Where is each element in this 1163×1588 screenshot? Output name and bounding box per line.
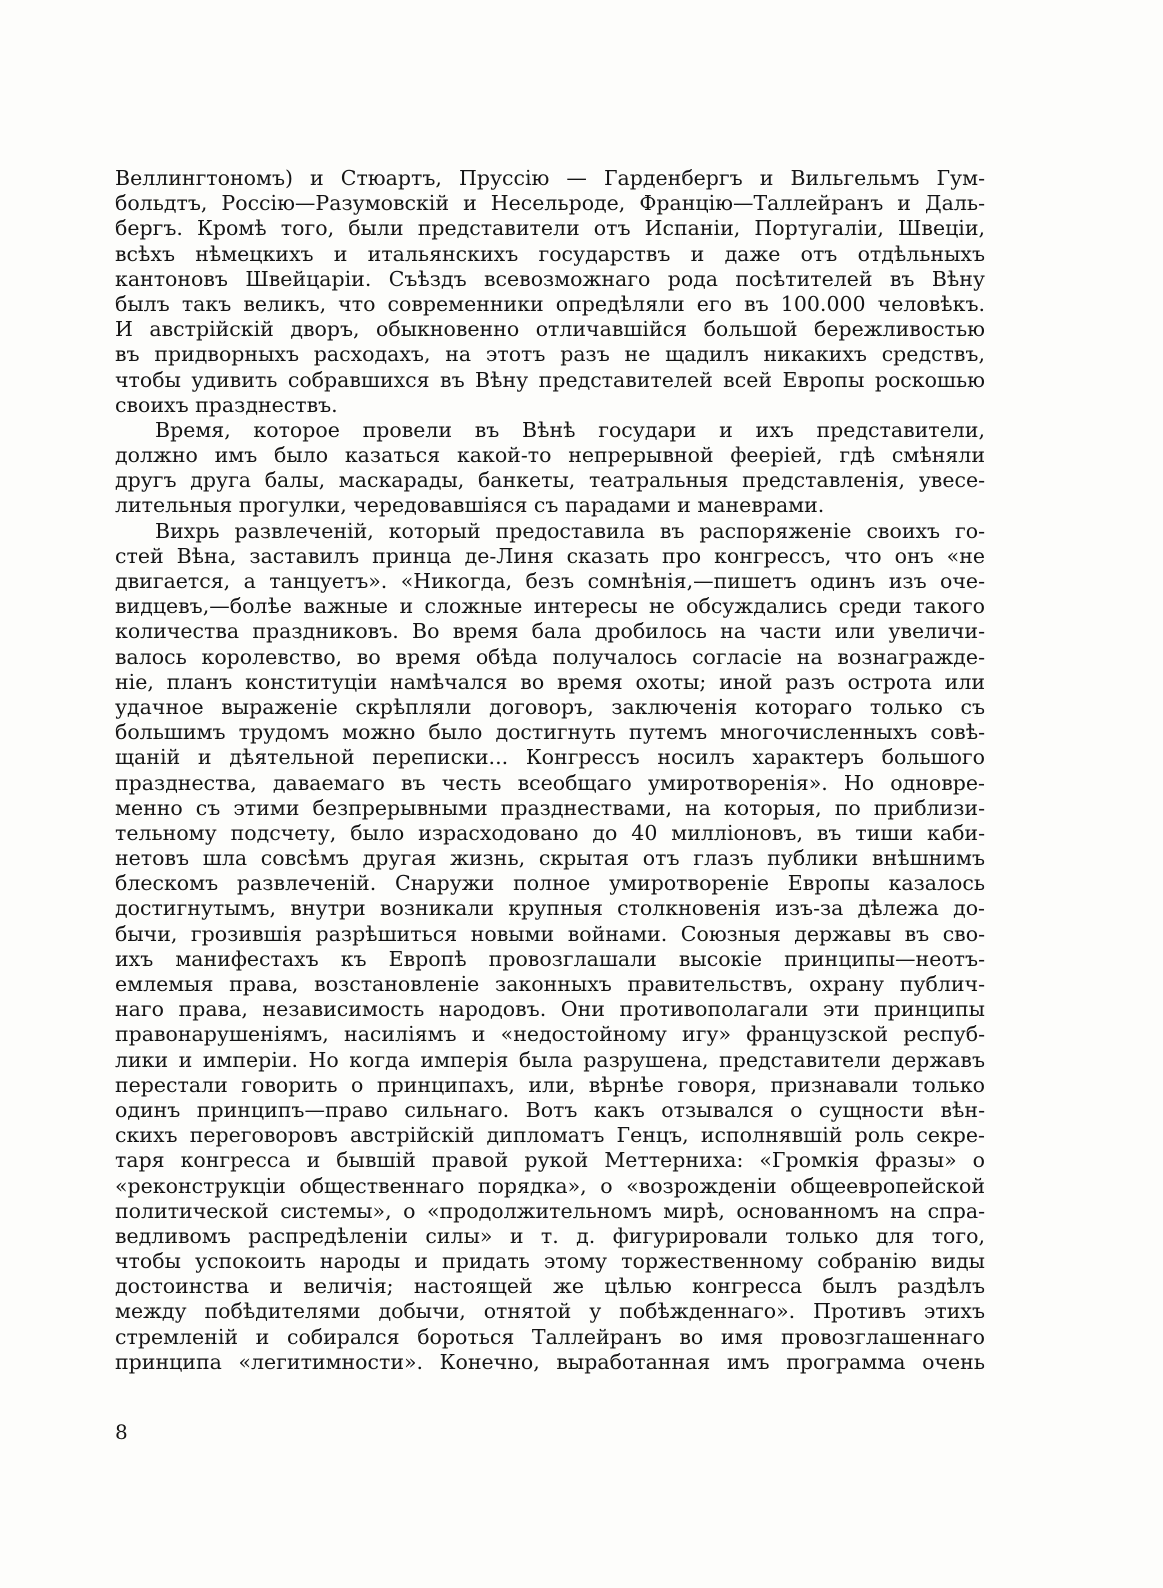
text-line: должно имъ было казаться какой-то непрерывной феерiей, гдѣ смѣняли bbox=[115, 443, 985, 468]
text-line: Время, которое провели въ Вѣнѣ государи и ихъ представители, bbox=[155, 417, 985, 442]
text-line: двигается, а танцуетъ». «Никогда, безъ сомнѣнія,—пишетъ одинъ изъ оче- bbox=[115, 569, 985, 593]
text-line: ихъ манифестахъ къ Европѣ провозглашали высокіе принципы—неотъ- bbox=[115, 946, 985, 971]
text-line: въ придворныхъ расходахъ, на этотъ разъ не щадилъ никакихъ средствъ, bbox=[115, 342, 985, 367]
text-line: «реконструкціи общественнаго порядка», о «возрожденіи общеевропейской bbox=[115, 1173, 985, 1198]
text-line: наго права, независимость народовъ. Они противополагали эти принципы bbox=[115, 997, 985, 1022]
text-line: валось королевство, во время обѣда получалось согласіе на вознагражде- bbox=[115, 644, 985, 669]
body-text bbox=[115, 166, 985, 1375]
text-line: правонарушеніямъ, насиліямъ и «недостойному игу» французской респуб- bbox=[115, 1022, 985, 1047]
text-line: видцевъ,—болѣе важные и сложные интересы не обсуждались среди такого bbox=[115, 594, 985, 619]
text-line: ніе, планъ конституціи намѣчался во время охоты; иной разъ острота или bbox=[115, 669, 985, 694]
text-line: политической системы», о «продолжительномъ мирѣ, основанномъ на спра- bbox=[115, 1198, 985, 1223]
text-line: принципа «легитимности». Конечно, выработанная имъ программа очень bbox=[115, 1349, 985, 1374]
text-line: скихъ переговоровъ австрійскій дипломатъ Генцъ, исполнявшій роль секре- bbox=[115, 1123, 985, 1148]
text-line: большимъ трудомъ можно было достигнуть путемъ многочисленныхъ совѣ- bbox=[115, 720, 985, 745]
text-line: достигнутымъ, внутри возникали крупныя столкновенія изъ-за дѣлежа до- bbox=[115, 896, 985, 921]
text-line: лики и имперіи. Но когда имперія была разрушена, представители державъ bbox=[115, 1047, 985, 1072]
page-number: 8 bbox=[115, 1420, 128, 1444]
text-line: щаній и дѣятельной переписки... Конгрессъ носилъ характеръ большого bbox=[115, 745, 985, 770]
text-line: празднества, даваемаго въ честь всеобщаго умиротворенія». Но одновре- bbox=[115, 770, 985, 795]
text-line: кантоновъ Швейцаріи. Съѣздъ всевозможнаго рода посѣтителей въ Вѣну bbox=[115, 266, 985, 291]
text-line: ведливомъ распредѣленіи силы» и т. д. фигурировали только для того, bbox=[115, 1223, 985, 1248]
text-line: бычи, грозившія разрѣшиться новыми войнами. Союзныя державы въ сво- bbox=[115, 921, 985, 946]
text-line: перестали говорить о принципахъ, или, вѣрнѣе говоря, признавали только bbox=[115, 1072, 985, 1097]
text-line: лительныя прогулки, чередовавшіяся съ парадами и маневрами. bbox=[115, 493, 825, 518]
text-line: удачное выраженіе скрѣпляли договоръ, заключенія котораго только съ bbox=[115, 694, 985, 719]
text-line: блескомъ развлеченій. Снаружи полное умиротвореніе Европы казалось bbox=[115, 871, 985, 896]
text-line: другъ друга балы, маскарады, банкеты, театральныя представленія, увесе- bbox=[115, 468, 985, 493]
text-line: одинъ принципъ—право сильнаго. Вотъ какъ отзывался о сущности вѣн- bbox=[115, 1097, 985, 1122]
text-line: количества праздниковъ. Во время бала дробилось на части или увеличи- bbox=[115, 619, 985, 644]
text-line: стремленій и собирался бороться Таллейранъ во имя провозглашеннаго bbox=[115, 1324, 985, 1349]
text-line: емлемыя права, возстановленіе законныхъ правительствъ, охрану публич- bbox=[115, 972, 985, 996]
text-line: таря конгресса и бывшій правой рукой Меттерниха: «Громкія фразы» о bbox=[115, 1148, 985, 1173]
text-line: чтобы успокоить народы и придать этому торжественному собранію виды bbox=[115, 1249, 985, 1274]
text-line: больдтъ, Россію—Разумовскій и Несельроде, Францію—Таллейранъ и Даль- bbox=[115, 191, 985, 216]
text-line: тельному подсчету, было израсходовано до 40 милліоновъ, въ тиши каби- bbox=[115, 820, 985, 845]
text-line: Вихрь развлеченій, который предоставила въ распоряженіе своихъ го- bbox=[155, 518, 985, 543]
text-line: бергъ. Кромѣ того, были представители отъ Испаніи, Португаліи, Швеціи, bbox=[115, 216, 985, 241]
text-line: менно съ этими безпрерывными празднествами, на которыя, по приблизи- bbox=[115, 795, 985, 820]
text-line: чтобы удивить собравшихся въ Вѣну представителей всей Европы роскошью bbox=[115, 367, 985, 392]
text-line: былъ такъ великъ, что современники опредѣляли его въ 100.000 человѣкъ. bbox=[115, 291, 985, 316]
text-line: нетовъ шла совсѣмъ другая жизнь, скрытая отъ глазъ публики внѣшнимъ bbox=[115, 846, 985, 871]
text-line: И австрійскій дворъ, обыкновенно отличавшійся большой бережливостью bbox=[115, 317, 985, 342]
text-line: стей Вѣна, заставилъ принца де-Линя сказать про конгрессъ, что онъ «не bbox=[115, 543, 985, 568]
text-line: между побѣдителями добычи, отнятой у побѣжденнаго». Противъ этихъ bbox=[115, 1299, 985, 1324]
text-line: Веллингтономъ) и Стюартъ, Пруссію — Гарденбергъ и Вильгельмъ Гум- bbox=[115, 166, 985, 190]
text-line: своихъ празднествъ. bbox=[115, 392, 338, 417]
text-line: всѣхъ нѣмецкихъ и итальянскихъ государствъ и даже отъ отдѣльныхъ bbox=[115, 241, 985, 266]
text-line: достоинства и величія; настоящей же цѣлью конгресса былъ раздѣлъ bbox=[115, 1274, 985, 1299]
